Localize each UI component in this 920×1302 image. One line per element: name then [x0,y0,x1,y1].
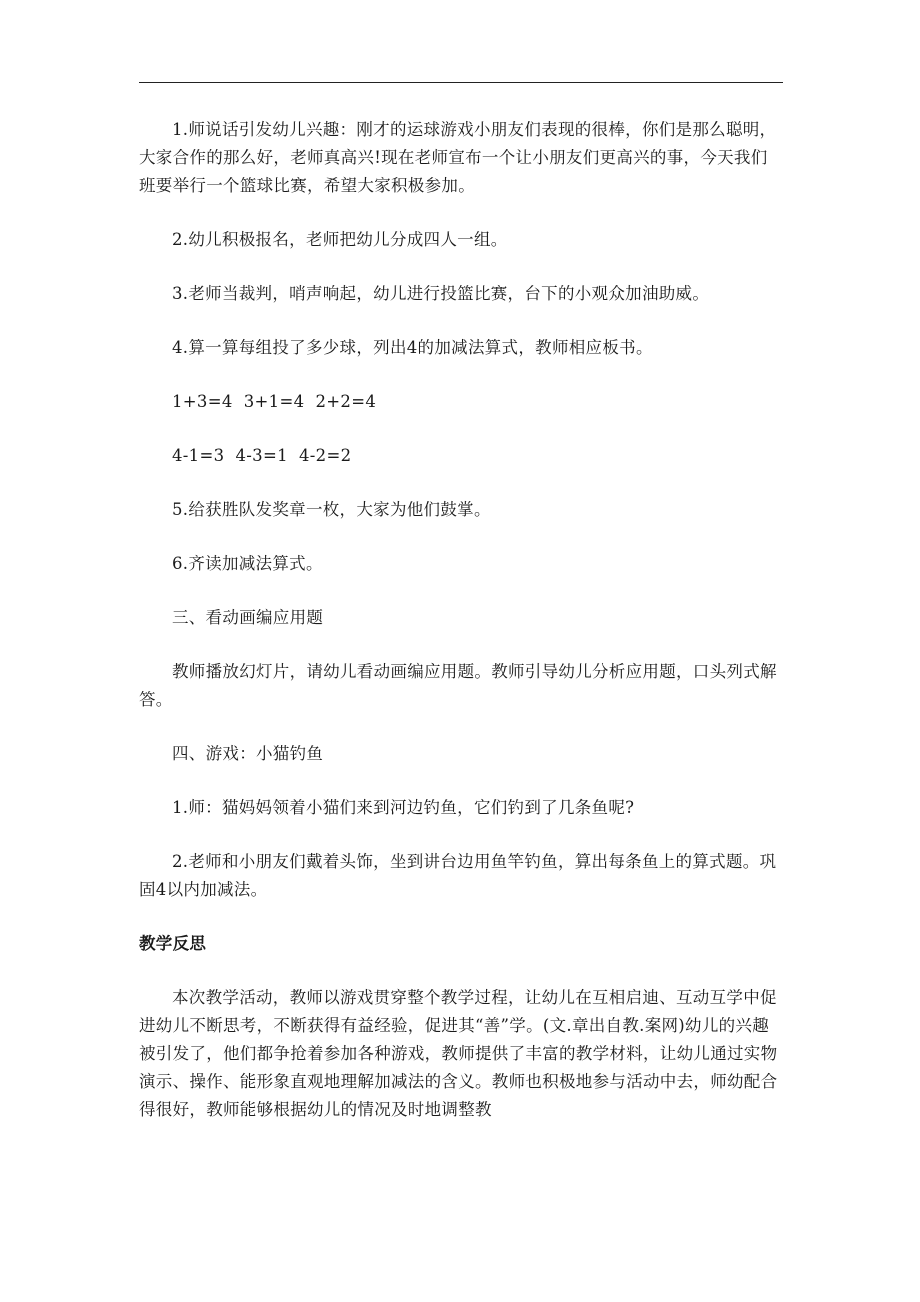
reflection-heading: 教学反思 [139,934,207,953]
equations-addition: 1+3=4 3+1=4 2+2=4 [172,392,377,411]
paragraph-6: 6.齐读加减法算式。 [172,554,323,573]
paragraph-section-3: 教师播放幻灯片，请幼儿看动画编应用题。教师引导幼儿分析应用题，口头列式解答。 [139,662,777,709]
paragraph-game-1: 1.师：猫妈妈领着小猫们来到河边钓鱼，它们钓到了几条鱼呢? [172,798,635,817]
paragraph-4: 4.算一算每组投了多少球，列出4的加减法算式，教师相应板书。 [172,338,653,357]
paragraph-5: 5.给获胜队发奖章一枚，大家为他们鼓掌。 [172,500,491,519]
paragraph-game-2: 2.老师和小朋友们戴着头饰，坐到讲台边用鱼竿钓鱼，算出每条鱼上的算式题。巩固4以内加减法。 [139,852,777,899]
equations-subtraction: 4-1=3 4-3=1 4-2=2 [172,446,352,465]
paragraph-3: 3.老师当裁判，哨声响起，幼儿进行投篮比赛，台下的小观众加油助威。 [172,284,710,303]
paragraph-1: 1.师说话引发幼儿兴趣：刚才的运球游戏小朋友们表现的很棒，你们是那么聪明，大家合作的那么好，老师真高兴!现在老师宣布一个让小朋友们更高兴的事，今天我们班要举行一个篮球比赛，希望大家积极参加。 [139,120,777,195]
reflection-paragraph: 本次教学活动，教师以游戏贯穿整个教学过程，让幼儿在互相启迪、互动互学中促进幼儿不断思考，不断获得有益经验，促进其“善”学。(文.章出自教.案网)幼儿的兴趣被引发了，他们都争抢着参加各种游戏，教师提供了丰富的教学材料，让幼儿通过实物演示、操作、能形象直观地理解加减法的含义。教师也积极地参与活动中去，师幼配合得很好，教师能够根据幼儿的情况及时地调整教 [139,988,778,1119]
header-rule [139,82,783,83]
paragraph-2: 2.幼儿积极报名，老师把幼儿分成四人一组。 [172,230,508,249]
section-heading-4: 四、游戏：小猫钓鱼 [172,744,324,763]
document-body [139,116,783,1124]
section-heading-3: 三、看动画编应用题 [172,608,324,627]
